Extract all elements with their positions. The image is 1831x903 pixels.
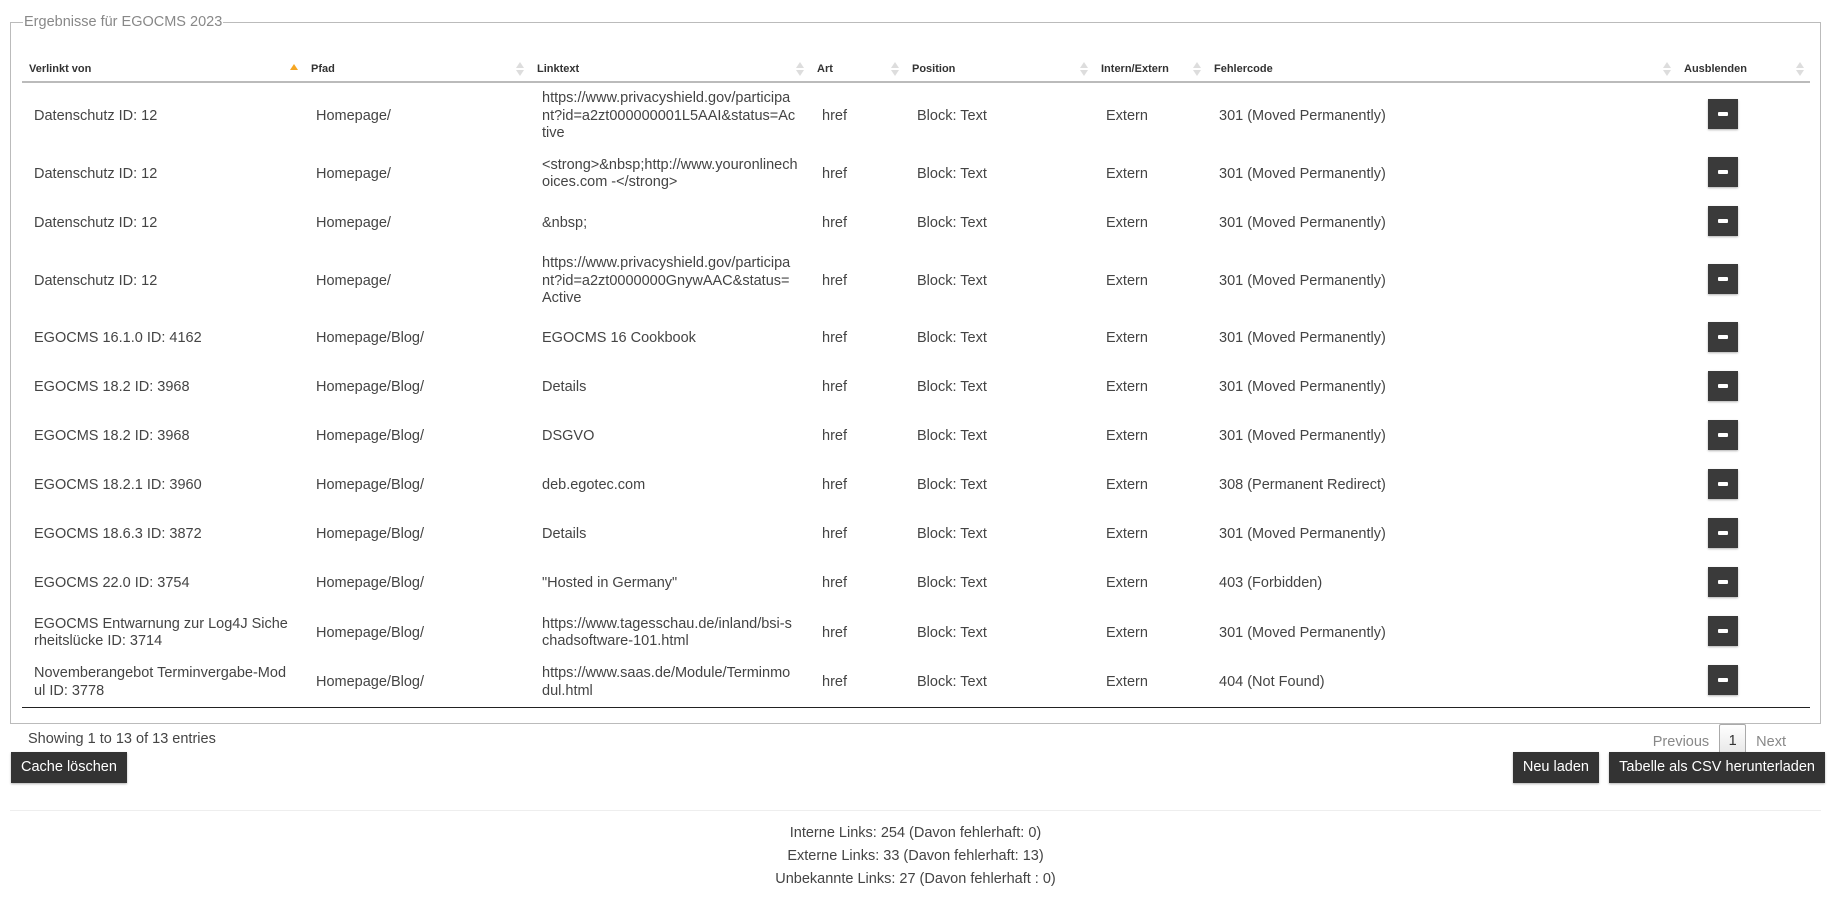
hide-row-button[interactable] (1708, 99, 1738, 129)
table-info: Showing 1 to 13 of 13 entries (28, 731, 216, 747)
cell-path: Homepage/ (316, 165, 391, 182)
cell-type: href (822, 165, 847, 182)
cell-position: Block: Text (917, 575, 987, 592)
cell-error-code: 301 (Moved Permanently) (1219, 107, 1386, 124)
cell-position: Block: Text (917, 428, 987, 445)
cell-linktext: https://www.saas.de/Module/Terminmodul.html (530, 658, 810, 708)
cell-error-code: 301 (Moved Permanently) (1219, 165, 1386, 182)
sort-both-icon[interactable] (1796, 62, 1804, 76)
cell-error-code: 301 (Moved Permanently) (1219, 624, 1386, 641)
cell-linktext: https://www.tagesschau.de/inland/bsi-schadsoftware-101.html (542, 615, 792, 650)
column-header-label: Verlinkt von (29, 62, 92, 75)
pagination-next[interactable]: Next (1756, 733, 1786, 750)
stats-internal: Interne Links: 254 (Davon fehlerhaft: 0) (789, 825, 1042, 841)
cell-linked-from: EGOCMS 18.2 ID: 3968 (34, 428, 190, 445)
hide-row-button[interactable] (1708, 420, 1738, 450)
table-row (22, 199, 1810, 248)
minus-icon (1718, 112, 1728, 116)
cell-error-code: 301 (Moved Permanently) (1219, 379, 1386, 396)
minus-icon (1718, 482, 1728, 486)
sort-ascending-icon[interactable] (290, 62, 298, 76)
cell-path: Homepage/ (316, 214, 391, 231)
minus-icon (1718, 580, 1728, 584)
cell-error-code: 301 (Moved Permanently) (1219, 526, 1386, 543)
cell-linktext: Details (542, 379, 587, 396)
cell-path: Homepage/Blog/ (316, 477, 425, 494)
minus-icon (1718, 335, 1728, 339)
results-fieldset (10, 14, 1821, 750)
cell-scope: Extern (1106, 272, 1148, 289)
cell-linked-from: Datenschutz ID: 12 (34, 165, 158, 182)
table-row (22, 364, 1810, 413)
minus-icon (1718, 277, 1728, 281)
sort-both-icon[interactable] (1193, 62, 1201, 76)
cell-linktext: &nbsp; (542, 214, 588, 231)
cell-position: Block: Text (917, 272, 987, 289)
column-header-verlinkt-von[interactable] (22, 56, 304, 82)
cell-linktext: EGOCMS 16 Cookbook (542, 330, 696, 347)
hide-row-button[interactable] (1708, 322, 1738, 352)
cell-position: Block: Text (917, 214, 987, 231)
download-csv-button[interactable]: Tabelle als CSV herunterladen (1609, 752, 1825, 783)
cell-scope: Extern (1106, 330, 1148, 347)
cell-position: Block: Text (905, 658, 1094, 708)
cell-hide (1677, 462, 1810, 511)
minus-icon (1718, 433, 1728, 437)
stats-external: Externe Links: 33 (Davon fehlerhaft: 13) (787, 848, 1044, 864)
cell-linked-from: EGOCMS 22.0 ID: 3754 (34, 575, 190, 592)
cell-path: Homepage/Blog/ (304, 658, 530, 708)
column-header-intern-extern[interactable] (1094, 56, 1207, 82)
cell-linked-from: Novemberangebot Terminvergabe-Modul ID: 3778 (22, 658, 304, 708)
cell-type: href (822, 575, 847, 592)
cell-hide (1677, 609, 1810, 658)
hide-row-button[interactable] (1708, 371, 1738, 401)
cell-scope: Extern (1106, 428, 1148, 445)
hide-row-button[interactable] (1708, 665, 1738, 695)
cell-type: href (822, 272, 847, 289)
cell-linked-from: EGOCMS Entwarnung zur Log4J Sicherheitslücke ID: 3714 (34, 615, 288, 650)
hide-row-button[interactable] (1708, 469, 1738, 499)
column-header-label: Ausblenden (1684, 62, 1747, 75)
table-row (22, 658, 1810, 708)
cell-error-code: 404 (Not Found) (1207, 658, 1677, 708)
table-row (22, 413, 1810, 462)
cell-linktext: DSGVO (542, 428, 595, 445)
cell-linked-from: EGOCMS 18.6.3 ID: 3872 (34, 526, 202, 543)
cell-scope: Extern (1094, 658, 1207, 708)
hide-row-button[interactable] (1708, 616, 1738, 646)
minus-icon (1718, 384, 1728, 388)
column-header-ausblenden[interactable] (1677, 56, 1810, 82)
minus-icon (1718, 170, 1728, 174)
cell-position: Block: Text (917, 624, 987, 641)
cell-type: href (822, 330, 847, 347)
cell-position: Block: Text (917, 379, 987, 396)
cell-hide (1677, 82, 1810, 150)
cell-error-code: 301 (Moved Permanently) (1219, 428, 1386, 445)
cell-scope: Extern (1106, 165, 1148, 182)
divider (10, 810, 1821, 811)
cell-path: Homepage/ (316, 272, 391, 289)
cell-scope: Extern (1106, 214, 1148, 231)
hide-row-button[interactable] (1708, 518, 1738, 548)
cell-hide (1677, 511, 1810, 560)
minus-icon (1718, 219, 1728, 223)
table-row (22, 609, 1810, 658)
minus-icon (1718, 531, 1728, 535)
sort-both-icon[interactable] (796, 62, 804, 76)
reload-button[interactable]: Neu laden (1513, 752, 1599, 783)
cell-hide (1677, 315, 1810, 364)
column-header-art[interactable] (810, 56, 905, 82)
cell-linked-from: Datenschutz ID: 12 (34, 214, 158, 231)
table-row (22, 150, 1810, 199)
cell-position: Block: Text (917, 165, 987, 182)
column-header-pfad[interactable] (304, 56, 530, 82)
table-row (22, 462, 1810, 511)
stats-unknown: Unbekannte Links: 27 (Davon fehlerhaft : 0) (775, 871, 1056, 887)
cell-path: Homepage/Blog/ (316, 624, 425, 641)
hide-row-button[interactable] (1708, 157, 1738, 187)
cell-error-code: 308 (Permanent Redirect) (1219, 477, 1386, 494)
pagination-page-1[interactable]: 1 (1719, 724, 1746, 759)
cell-type: href (822, 428, 847, 445)
pagination-previous[interactable]: Previous (1652, 733, 1710, 750)
cell-hide (1677, 199, 1810, 248)
sort-both-icon[interactable] (1663, 62, 1671, 76)
cell-scope: Extern (1106, 477, 1148, 494)
cell-path: Homepage/Blog/ (316, 428, 425, 445)
cell-position: Block: Text (917, 107, 987, 124)
cell-position: Block: Text (917, 477, 987, 494)
column-header-label: Linktext (537, 62, 580, 75)
cell-scope: Extern (1106, 379, 1148, 396)
cell-path: Homepage/Blog/ (316, 330, 425, 347)
column-header-label: Position (912, 62, 956, 75)
cell-linked-from: Datenschutz ID: 12 (34, 107, 158, 124)
cell-path: Homepage/ (316, 107, 391, 124)
cell-type: href (822, 624, 847, 641)
results-legend: Ergebnisse für EGOCMS 2023 (24, 14, 223, 30)
cell-position: Block: Text (917, 330, 987, 347)
minus-icon (1718, 678, 1728, 682)
cell-linked-from: EGOCMS 16.1.0 ID: 4162 (34, 330, 202, 347)
cell-hide (1677, 248, 1810, 315)
cell-type: href (822, 526, 847, 543)
cell-linktext: Details (542, 526, 587, 543)
hide-row-button[interactable] (1708, 567, 1738, 597)
cell-error-code: 301 (Moved Permanently) (1219, 330, 1386, 347)
column-header-label: Art (817, 62, 833, 75)
sort-both-icon[interactable] (516, 62, 524, 76)
column-header-label: Pfad (311, 62, 335, 75)
column-header-linktext[interactable] (530, 56, 810, 82)
hide-row-button[interactable] (1708, 264, 1738, 294)
cell-path: Homepage/Blog/ (316, 526, 425, 543)
column-header-label: Fehlercode (1214, 62, 1273, 75)
cell-path: Homepage/Blog/ (316, 379, 425, 396)
sort-both-icon[interactable] (891, 62, 899, 76)
table-row (22, 560, 1810, 609)
cell-linktext: "Hosted in Germany" (542, 575, 678, 592)
link-stats (0, 822, 1831, 891)
cell-hide (1677, 560, 1810, 609)
column-header-position[interactable] (905, 56, 1094, 82)
column-header-fehlercode[interactable] (1207, 56, 1677, 82)
table-row (22, 315, 1810, 364)
table-row (22, 248, 1810, 315)
cell-type: href (822, 107, 847, 124)
cell-linked-from: EGOCMS 18.2 ID: 3968 (34, 379, 190, 396)
cell-type: href (822, 379, 847, 396)
cell-scope: Extern (1106, 526, 1148, 543)
cell-scope: Extern (1106, 575, 1148, 592)
cell-linktext: <strong>&nbsp;http://www.youronlinechoices.com -</strong> (542, 156, 798, 191)
minus-icon (1718, 629, 1728, 633)
cell-scope: Extern (1106, 107, 1148, 124)
cell-hide (1677, 658, 1810, 708)
cell-scope: Extern (1106, 624, 1148, 641)
table-row (22, 82, 1810, 150)
cell-type: href (822, 214, 847, 231)
links-table (22, 56, 1810, 708)
table-body (22, 82, 1810, 708)
cell-linked-from: EGOCMS 18.2.1 ID: 3960 (34, 477, 202, 494)
cell-position: Block: Text (917, 526, 987, 543)
cell-error-code: 301 (Moved Permanently) (1219, 214, 1386, 231)
hide-row-button[interactable] (1708, 206, 1738, 236)
cell-linktext: deb.egotec.com (542, 477, 646, 494)
cell-linktext: https://www.privacyshield.gov/participant?id=a2zt000000001L5AAI&status=Active (542, 90, 796, 142)
table-header-row (22, 56, 1810, 82)
cell-error-code: 403 (Forbidden) (1219, 575, 1323, 592)
table-row (22, 511, 1810, 560)
cell-type: href (810, 658, 905, 708)
cell-path: Homepage/Blog/ (316, 575, 425, 592)
cell-linked-from: Datenschutz ID: 12 (34, 272, 158, 289)
clear-cache-button[interactable]: Cache löschen (11, 752, 127, 783)
cell-type: href (822, 477, 847, 494)
cell-linktext: https://www.privacyshield.gov/participant?id=a2zt0000000GnywAAC&status=Active (542, 254, 791, 307)
column-header-label: Intern/Extern (1101, 62, 1169, 75)
cell-hide (1677, 364, 1810, 413)
sort-both-icon[interactable] (1080, 62, 1088, 76)
cell-hide (1677, 413, 1810, 462)
cell-error-code: 301 (Moved Permanently) (1219, 272, 1386, 289)
cell-hide (1677, 150, 1810, 199)
